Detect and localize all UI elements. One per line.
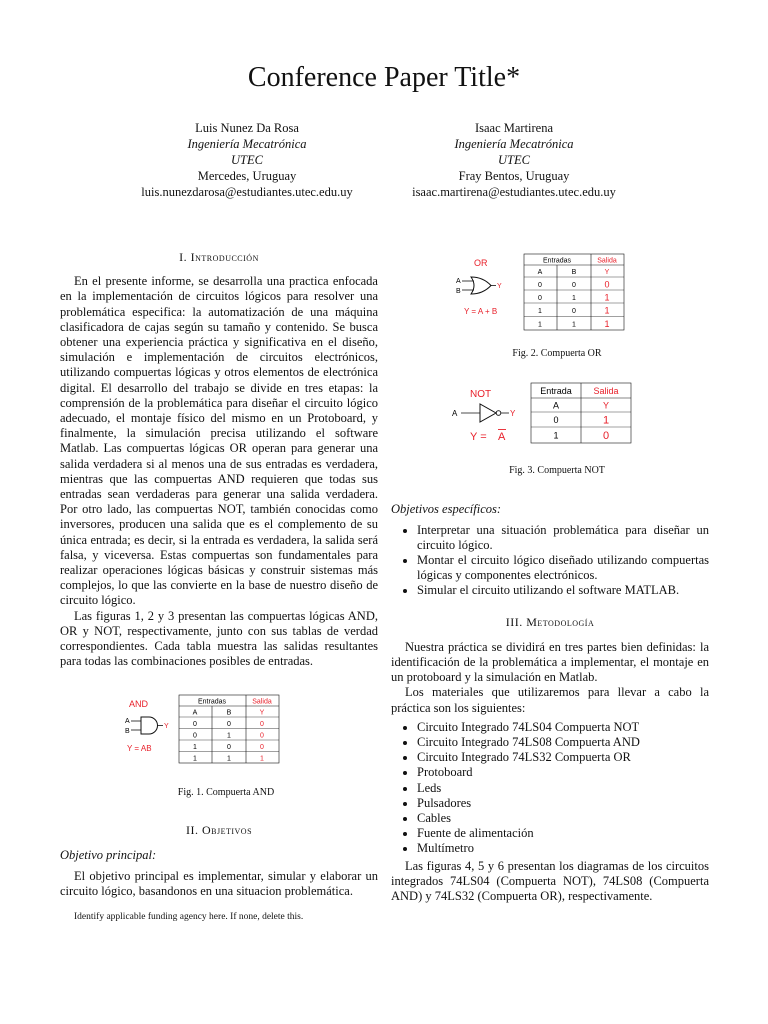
and-cell: 0	[193, 721, 197, 729]
and-header-inputs: Entradas	[197, 698, 227, 706]
figure-and	[119, 691, 319, 771]
figure-not	[450, 379, 650, 449]
or-cell: 0	[604, 279, 610, 290]
intro-paragraph-1: En el presente informe, se desarrolla una practica enfocada en la implementación de circuitos lógicos para resolver una problemática especifica: la automatización de una máquina clasificadora de cajas según su tamaño y contenido. Se busca obtener una experiencia práctica y significativa en el diseño, simulación e implementación de circuitos electrónicos, utilizando compuertas lógicas y otros elementos de electrónica digital. El desarrollo del trabajo se divide en tres etapas: la comprensión de la problemática para diseñar el circuito lógico adecuado, el montaje físico del mismo en un Protoboard, y finalmente, la simulación precisa utilizando el software Matlab. Las compuertas lógicas OR operan para generar una salida verdadera si al menos una de sus entradas es verdadera, mientras que las compuertas AND requieren que todas sus entradas sean verdaderas para generar una salida verdadera. Por otro lado, las compuertas NOT, también conocidas como inversores, producen una salida que es el complemento de su única entrada; es decir, si la entrada es verdadera, la salida será falsa, y viceversa. Estas compuertas son fundamentales para realizar operaciones lógicas básicas y construir sistemas más complejos, lo que las convierte en la base de nuestro diseño de circuito lógico.	[60, 274, 378, 608]
list-item: • Montar el circuito lógico diseñado utilizando compuertas lógicas y componentes electrónicos.	[417, 553, 709, 583]
intro-paragraph-2: Las figuras 1, 2 y 3 presentan las compuertas lógicas AND, OR y NOT, respectivamente, junto con sus tablas de verdad correspondientes. Cada tabla muestra las salidas resultantes para todas las combinaciones posibles de entradas.	[60, 608, 378, 669]
or-col-b: B	[571, 269, 577, 276]
list-item: • Interpretar una situación problemática para diseñar un circuito lógico.	[417, 523, 709, 553]
figure-2-caption: Fig. 2. Compuerta OR	[512, 348, 602, 359]
list-item: • Circuito Integrado 74LS04 Compuerta NOT	[417, 720, 709, 735]
author-2	[354, 120, 674, 200]
not-col-y: Y	[602, 400, 610, 411]
list-item: • Pulsadores	[417, 796, 709, 811]
author-2-name: Isaac Martirena	[474, 121, 554, 135]
section-title: Metodología	[526, 614, 595, 629]
author-1-dept: Ingeniería Mecatrónica	[187, 137, 307, 151]
section-number: III.	[505, 614, 523, 629]
and-input-a: A	[125, 718, 130, 726]
author-2-email: isaac.martirena@estudiantes.utec.edu.uy	[412, 185, 616, 199]
list-item: • Simular el circuito utilizando el software MATLAB.	[417, 583, 709, 598]
list-item: • Circuito Integrado 74LS08 Compuerta AND	[417, 735, 709, 750]
and-cell: 1	[227, 755, 231, 763]
and-cell: 1	[227, 732, 231, 740]
or-cell: 1	[538, 308, 542, 315]
objetivos-especificos-list	[391, 523, 709, 599]
or-gate-label: OR	[474, 258, 488, 268]
not-truth-table	[531, 383, 631, 443]
and-cell: 0	[260, 744, 264, 752]
and-equation: Y = AB	[127, 744, 152, 754]
list-item: • Fuente de alimentación	[417, 826, 709, 841]
list-item: • Cables	[417, 811, 709, 826]
and-cell: 0	[260, 721, 264, 729]
not-gate-label: NOT	[470, 389, 492, 401]
objetivo-principal-text: El objetivo principal es implementar, simular y elaborar un circuito lógico, basandonos en una situacion problemática.	[60, 869, 378, 899]
list-item: • Circuito Integrado 74LS32 Compuerta OR	[417, 750, 709, 765]
or-input-a: A	[456, 278, 461, 285]
or-cell: 1	[572, 295, 576, 302]
author-1-email: luis.nunezdarosa@estudiantes.utec.edu.uy	[141, 185, 353, 199]
right-column	[391, 250, 709, 904]
author-2-org: UTEC	[498, 153, 530, 167]
figure-1-caption: Fig. 1. Compuerta AND	[177, 787, 275, 799]
list-item: • Multímetro	[417, 841, 709, 856]
and-col-a: A	[192, 709, 198, 717]
or-gate-symbol	[471, 277, 491, 294]
left-column	[60, 250, 378, 925]
subsection-objetivos-especificos: Objetivos específicos:	[391, 502, 502, 517]
author-1-name: Luis Nunez Da Rosa	[195, 121, 299, 135]
list-item: • Leds	[417, 781, 709, 796]
section-number: II.	[185, 822, 199, 837]
section-heading-metodologia	[391, 615, 709, 630]
or-col-y: Y	[604, 269, 610, 276]
and-col-y: Y	[259, 709, 265, 717]
and-cell: 1	[193, 744, 197, 752]
section-title: Introducción	[190, 250, 259, 264]
or-cell: 0	[572, 308, 576, 315]
and-cell: 0	[260, 732, 264, 740]
or-header-output: Salida	[597, 257, 617, 265]
metodologia-paragraph-3: Las figuras 4, 5 y 6 presentan los diagramas de los circuitos integrados 74LS04 (Compuerta NOT), 74LS08 (Compuerta AND) y 74LS32 (Compuerta OR), respectivamente.	[391, 858, 709, 904]
or-header-inputs: Entradas	[542, 257, 572, 265]
or-cell: 1	[604, 292, 610, 303]
section-heading-intro	[60, 250, 378, 265]
and-header-output: Salida	[252, 698, 272, 706]
paper-title: Conference Paper Title*	[247, 62, 521, 93]
or-truth-table	[524, 254, 624, 330]
author-2-dept: Ingeniería Mecatrónica	[454, 137, 574, 151]
metodologia-paragraph-1: Nuestra práctica se dividirá en tres partes bien definidas: la identificación de la problemática a implementar, el montaje en un protoboard y la simulación en Matlab.	[391, 639, 709, 685]
not-cell: 0	[602, 430, 610, 443]
or-cell: 1	[604, 319, 610, 329]
and-output-label: Y	[164, 723, 169, 731]
not-equation-right: A	[498, 431, 506, 444]
or-output-label: Y	[497, 283, 502, 290]
not-gate-symbol	[480, 404, 496, 422]
not-header-input: Entrada	[540, 386, 572, 397]
author-1-org: UTEC	[231, 153, 263, 167]
not-input-a: A	[452, 409, 458, 419]
and-gate-label: AND	[129, 699, 149, 710]
author-2-location: Fray Bentos, Uruguay	[458, 169, 570, 183]
not-output-label: Y	[510, 409, 516, 419]
author-1-location: Mercedes, Uruguay	[197, 169, 297, 183]
and-truth-table	[179, 695, 279, 763]
subsection-objetivo-principal: Objetivo principal:	[60, 847, 157, 862]
and-cell: 1	[260, 755, 264, 763]
figure-3-caption: Fig. 3. Compuerta NOT	[509, 465, 605, 477]
section-number: I.	[179, 250, 188, 264]
not-cell: 1	[602, 414, 610, 427]
not-equation-left: Y =	[470, 431, 487, 444]
or-cell: 1	[572, 321, 576, 329]
list-item: • Protoboard	[417, 765, 709, 780]
or-cell: 0	[538, 282, 542, 289]
and-cell: 0	[227, 721, 231, 729]
or-cell: 0	[538, 295, 542, 302]
or-equation: Y = A + B	[464, 307, 498, 316]
materials-list	[391, 720, 709, 857]
not-col-a: A	[552, 400, 560, 411]
and-input-b: B	[125, 728, 130, 736]
and-cell: 1	[193, 755, 197, 763]
not-cell: 0	[553, 415, 559, 426]
and-cell: 0	[193, 732, 197, 740]
figure-or	[450, 250, 650, 334]
or-col-a: A	[537, 269, 543, 276]
or-cell: 1	[604, 305, 610, 316]
footnote: Identify applicable funding agency here. If none, delete this.	[74, 911, 304, 922]
or-input-b: B	[456, 288, 461, 295]
or-cell: 0	[572, 282, 576, 289]
not-cell: 1	[553, 430, 559, 441]
not-header-output: Salida	[593, 386, 619, 397]
or-cell: 1	[538, 321, 542, 329]
metodologia-paragraph-2: Los materiales que utilizaremos para llevar a cabo la práctica son los siguientes:	[391, 685, 709, 715]
section-heading-objetivos	[60, 823, 378, 838]
section-title: Objetivos	[201, 822, 253, 837]
and-col-b: B	[226, 709, 232, 717]
and-gate-symbol	[141, 717, 158, 734]
and-cell: 0	[227, 744, 231, 752]
